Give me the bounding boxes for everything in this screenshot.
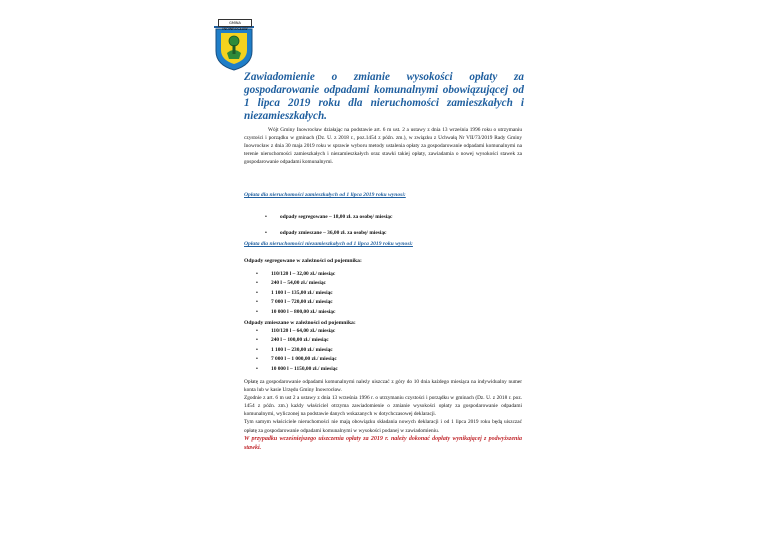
- closing-section: [244, 378, 522, 453]
- intro-paragraph: Wójt Gminy Inowrocław działając na podstawie art. 6 m ust. 2 a ustawy z dnia 13 września 1996 roku o utrzymaniu czystości i porządku w gminach (Dz. U. z 2018 r., poz.1454 z późn. zm.), w związku z Uchwałą Nr VII/73/2019 Rady Gminy Inowrocław z dnia 30 maja 2019 roku w sprawie wyboru metody ustalenia opłaty za gospodarowanie odpadami komunalnymi na terenie nieruchomości zamieszkałych i niezamieszkałych oraz stawki takiej opłaty, zawiadamia o nowej wysokości stawek za gospodarowanie odpadami komunalnymi.: [244, 127, 522, 166]
- list-item: • 1 100 l – 135,00 zł./ miesiąc: [256, 289, 335, 298]
- mixed-subheading: Odpady zmieszane w zależności od pojemnika:: [244, 320, 356, 326]
- warning-paragraph: W przypadku wcześniejszego uiszczenia opłaty za 2019 r. należy dokonać dopłaty wynikającej z podwyższenia stawki.: [244, 435, 522, 451]
- list-item: • 110/120 l – 32,00 zł./ miesiąc: [256, 270, 335, 279]
- payment-paragraph: Opłatę za gospodarowanie odpadami komunalnymi należy uiszczać z góry do 10 dnia każdego miesiąca na indywidualny numer konta lub w kasie Urzędu Gminy Inowrocław.: [244, 379, 522, 394]
- list-item: • 7 000 l – 720,00 zł./ miesiąc: [256, 298, 335, 307]
- mixed-rates-list: [256, 327, 338, 374]
- nonresidential-section-title: Opłata dla nieruchomości niezamieszkałych od 1 lipca 2019 roku wynosi:: [244, 241, 413, 247]
- list-item: • 240 l – 54,00 zł./ miesiąc: [256, 279, 335, 288]
- segregated-subheading: Odpady segregowane w zależności od pojemnika:: [244, 258, 362, 264]
- crest-label: GMINA INOWROCŁAW: [218, 19, 252, 27]
- residential-rates-list: [265, 209, 392, 241]
- list-item: • 7 000 l – 1 000,00 zł./ miesiąc: [256, 355, 338, 364]
- legal-paragraph: Zgodnie z art. 6 m ust 2 a ustawy z dnia 13 września 1996 r. o utrzymaniu czystości i porządku w gminach (Dz. U. z 2018 r. poz. 1454 z późn. zm.) każdy właściciel otrzyma zawiadomienie o zmianie wysokości opłaty za gospodarowanie odpadami komunalnymi, wyliczonej na podstawie danych wskazanych w dotychczasowej deklaracji.: [244, 395, 522, 418]
- list-item: • odpady segregowane – 18,00 zł. za osobę/ miesiąc: [265, 209, 392, 225]
- list-item: • 1 100 l – 230,00 zł./ miesiąc: [256, 346, 338, 355]
- list-item: • 110/120 l – 64,00 zł./ miesiąc: [256, 327, 338, 336]
- segregated-rates-list: [256, 270, 335, 317]
- list-item: • 10 000 l – 1150,00 zł./ miesiąc: [256, 365, 338, 374]
- list-item: • 240 l – 100,00 zł./ miesiąc: [256, 336, 338, 345]
- notice-heading: Zawiadomienie o zmianie wysokości opłaty za gospodarowanie odpadami komunalnymi obowiązującej od 1 lipca 2019 roku dla nieruchomości zamieszkałych i niezamieszkałych.: [244, 71, 524, 122]
- declaration-paragraph: Tym samym właściciele nieruchomości nie mają obowiązku składania nowych deklaracji i od 1 lipca 2019 roku będą uiszczać opłatę za gospodarowanie odpadami komunalnymi w wysokości podanej w zawiadomieniu.: [244, 419, 522, 434]
- residential-section-title: Opłata dla nieruchomości zamieszkałych od 1 lipca 2019 roku wynosi:: [244, 192, 406, 198]
- list-item: • odpady zmieszane – 36,00 zł. za osobę/ miesiąc: [265, 225, 392, 241]
- list-item: • 10 000 l – 800,00 zł./ miesiąc: [256, 308, 335, 317]
